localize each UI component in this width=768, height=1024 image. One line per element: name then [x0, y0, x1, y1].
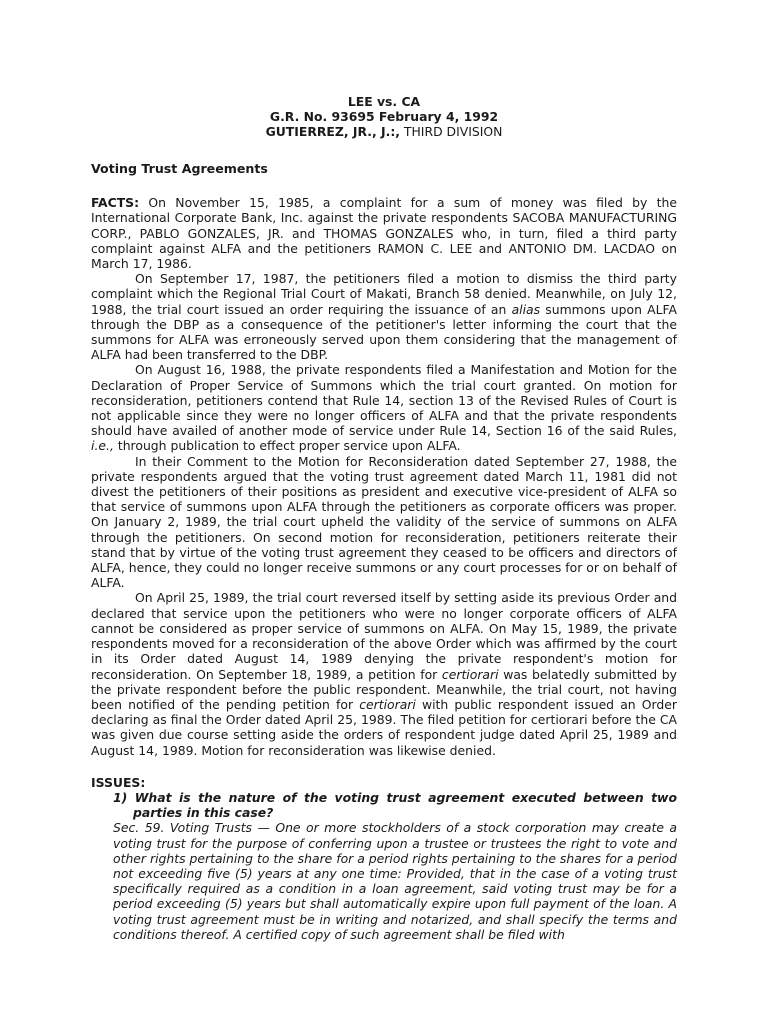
facts-text: through publication to effect proper service upon ALFA. [113, 438, 461, 454]
italic-term: certiorari [359, 696, 416, 712]
document-page [91, 94, 677, 942]
issues-label: ISSUES: [91, 774, 146, 790]
facts-text: On April 25, 1989, the trial court reversed itself by setting aside its previous Order and declared that service upon the petitioners who were no longer corporate officers of ALFA cannot be considered as proper service of summons on ALFA. On May 15, 1989, the private respondents moved for a reconsideration of the above Order which was affirmed by the court in its Order dated August 14, 1989 denying the private respondent's motion for reconsideration. On September 18, 1989, a petition for [91, 590, 677, 682]
ponente-line [91, 124, 677, 139]
facts-paragraph-2 [91, 271, 677, 362]
statute-quote: Sec. 59. Voting Trusts — One or more stockholders of a stock corporation may create a voting trust for the purpose of conferring upon a trustee or trustees the right to vote and other rights pertaining to the share for a period rights pertaining to the shares for a period not exceeding five (5) years at any one time: Provided, that in the case of a voting trust specifically required as a condition in a loan agreement, said voting trust may be for a period exceeding (5) years but shall automatically expire upon full payment of the loan. A voting trust agreement must be in writing and notarized, and shall specify the terms and conditions thereof. A certified copy of such agreement shall be filed with [113, 820, 677, 942]
facts-text: On September 17, 1987, the petitioners filed a motion to dismiss the third party complaint which the Regional Trial Court of Makati, Branch 58 denied. Meanwhile, on July 12, 1988, the trial court issued an order requiring the issuance of an [91, 271, 677, 317]
italic-term: certiorari [441, 666, 499, 682]
facts-text: On August 16, 1988, the private respondents filed a Manifestation and Motion for the Declaration of Proper Service of Summons which the trial court granted. On motion for reconsideration, petitioners contend that Rule 14, section 13 of the Revised Rules of Court is not applicable since they were no longer officers of ALFA and that the private respondents should have availed of another mode of service under Rule 14, Section 16 of the said Rules, [91, 362, 677, 439]
italic-term: i.e., [91, 438, 114, 454]
facts-paragraph-1 [91, 195, 677, 271]
facts-text: with public respondent issued an Order declaring as final the Order dated April 25, 1989. The filed petition for certiorari before the CA was given due course setting aside the orders of respondent judge dated April 25, 1989 and August 14, 1989. Motion for reconsideration was likewise denied. [91, 696, 677, 758]
case-header [91, 94, 677, 139]
italic-term: alias [511, 301, 541, 317]
facts-paragraph-4: In their Comment to the Motion for Reconsideration dated September 27, 1988, the private respondents argued that the voting trust agreement dated March 11, 1981 did not divest the petitioners of their positions as president and executive vice-president of ALFA so that service of summons upon ALFA through the petitioners as corporate officers was proper. On January 2, 1989, the trial court upheld the validity of the service of summons on ALFA through the petitioners. On second motion for reconsideration, petitioners reiterate their stand that by virtue of the voting trust agreement they ceased to be officers and directors of ALFA, hence, they could no longer receive summons or any court processes for or on behalf of ALFA. [91, 453, 677, 591]
facts-label: FACTS: [91, 195, 140, 211]
facts-text: summons upon ALFA through the DBP as a consequence of the petitioner's letter informing the court that the summons for ALFA was erroneously served upon them considering that the management of ALFA had been transferred to the DBP. [91, 301, 677, 363]
ponente: GUTIERREZ, JR., J.:, [265, 124, 400, 139]
facts-paragraph-3 [91, 362, 677, 453]
facts-text-1: On November 15, 1985, a complaint for a sum of money was filed by the International Corporate Bank, Inc. against the private respondents SACOBA MANUFACTURING CORP., PABLO GONZALES, JR. and THOMAS GONZALES who, in turn, filed a third party complaint against ALFA and the petitioners RAMON C. LEE and ANTONIO DM. LACDAO on March 17, 1986. [91, 195, 677, 272]
issue-question-1: 1) What is the nature of the voting trust agreement executed between two parties in this case? [113, 789, 677, 821]
case-title: LEE vs. CA [347, 94, 421, 109]
gr-number: G.R. No. 93695 February 4, 1992 [269, 109, 499, 124]
facts-paragraph-5 [91, 590, 677, 757]
division: THIRD DIVISION [399, 124, 503, 139]
section-title: Voting Trust Agreements [91, 161, 268, 176]
facts-text: was belatedly submitted by the private respondent before the public respondent. Meanwhile, the trial court, not having been notified of the pending petition for [91, 666, 678, 712]
